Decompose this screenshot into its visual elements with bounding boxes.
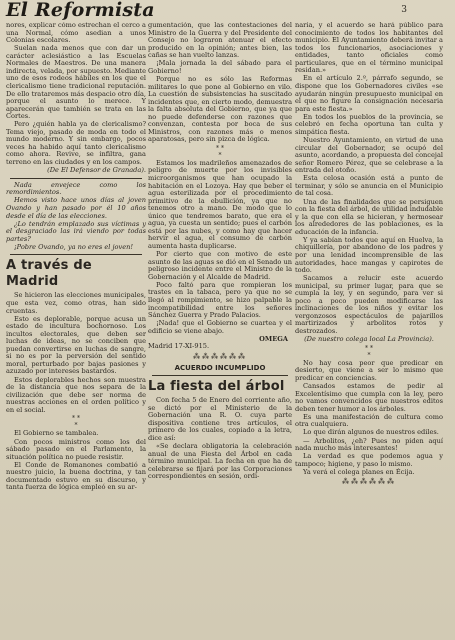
masthead: El Reformista [6,0,155,21]
paragraph: ¡Nada! que el Gobierno se cuartea y el edificio se viene abajo. [148,319,292,335]
paragraph: El Gobierno se tambalea. [14,429,99,438]
paragraph: Porque no es sólo las Reformas militares lo que pone al Gobierno en vilo. La cuestión de subsistencias ha suscitado incidentes que, en cierto modo, demuestra la falta absoluta del Gobierno, que ya que no puede defenderse con razones que convenzan, contesta por boca de sus Ministros, con razones más o menos aparatosas, pero sin pizca de lógica. [148,75,292,144]
paragraph: Una de las finalidades que se persiguen con la fiesta del árbol, de utilidad indudable y la que con ella se hicieran, y hermosear los alrededores de las poblaciones, es la educación de la infancia. [295,197,443,236]
paragraph: Con pocos ministros como los del sábado pasado en el Parlamento, la situación política no puede resistir. [6,437,146,461]
paragraph: Lo que dirán algunos de nuestros ediles. [303,428,439,437]
signature: OMEGA [259,334,288,343]
headline: A través de Madrid [6,258,92,290]
paragraph: — Arbolitos, ¿eh? Pues no piden aquí nada mucho más interesantes! [295,436,443,453]
source-credit: (De nuestro colega local La Provincia). [304,335,434,344]
paragraph: nores, explicar cómo estrechan el cerco a una Normal, cómo asedian a unos Colonias escolares. [6,22,146,45]
paragraph: Poco faltó para que rompieran los trastes en la tabaca, pero ya que no se llegó al rompimiento, se hizo palpable la incompatibilidad entre los señores Sánchez Guerra y Prado Palacios. [148,280,292,320]
paragraph: La verdad es que podemos agua y tampoco; higiene, y paso lo mismo. [295,452,443,468]
paragraph: Suelan nada menos que con dar un carácter aclesiástico a las Escuelas Normales de Maestros. De una manera indirecta, velada, por supuesto. Mediante uno de esos rodeos hábiles en los que el clericalismo tiene tradicional reputación. De ello trataremos más despacio otro día, porque el asunto lo merece. Y aparecerán que también se trata en las Cortes. [6,44,146,121]
paragraph: gumentación, que las contestaciones del Ministro de la Guerra y del Presidente del Consejo no lograron atenuar el efecto producido en la opinión; antes bien, las cañas se han vuelto lanzas. [148,22,292,60]
paragraph: Y ya sabían todos que aquí en Huelva, la chiquillería, por abandono de los padres y por una lenidad incomprensible de las autoridades, hace mangas y capirotes de todo. [295,235,443,275]
headline: La fiesta del árbol [148,379,285,395]
paragraph: Estos deplorables hechos son muestra de la distancia que nos separa de la civilización que debe ser norma de nuestras acciones en el orden político y en el social. [6,375,146,414]
page-number: 3 [401,5,407,15]
separator-stars: * * * [72,415,80,430]
paragraph: ¿Lo tendrán emplazado sus víctimas y el desgraciado las irá viendo por todas partes? [6,219,146,243]
separator-stars: * * * [216,144,224,159]
source-credit: (De El Defensor de Granada). [47,166,146,175]
paragraph: «Se declara obligatoria la celebración anual de una Fiesta del Árbol en cada término municipal. La fecha en que ha de celebrarse se fijará por las Corporaciones correspondientes en sesión, ordi- [148,441,292,481]
paragraph: Nada envejece como los remordimientos. [6,180,146,197]
paragraph: En todos los pueblos de la provincia, se celebró en fecha oportuna tan culta y simpática fiesta. [295,112,443,136]
paragraph: ¡Pobre Ovando, ya no eres el joven! [14,242,133,251]
paragraph: Cansados estamos de pedir al Excelentísimo que cumpla con la ley, pero no vamos convencidos que nuestros editos deben tener humor a los árboles. [295,381,443,413]
paragraph: Estamos los madrileños amenazados de peligro de muerte por los invisibles microorganismos que han ocupado la habitación en el Lozoya. Hay que beber el agua esterilizada por el procedimiento primitivo de la ebullición, ya que no tenemos otro a mano. De modo que lo único que tendremos barato, que era el agua, ya cuesta un sentido; pues el carbón está por las nubes, y como hay que hacer hervir el agua, el consumo de carbón aumenta hasta duplicarse. [148,158,292,250]
paragraph: Esta celosa ocasión está a punto de terminar, y sólo se anuncia en el Municipio de tal cosa. [295,174,443,198]
separator-stars: * * * [365,344,373,359]
paragraph: naria, y el acuerdo se hará público para conocimiento de todos los habitantes del municipio. El Ayuntamiento deberá invitar a todos los funcionarios, asociaciones y entidades, tanto oficiales como particulares, que en el término municipal residan.» [295,22,443,75]
paragraph: Hemos visto hace unos días al joven Ovando y han pasado por él 10 años desde el día de las elecciones. [6,196,146,220]
paragraph: Nuestro Ayuntamiento, en virtud de una circular del Gobernador, se ocupó del asunto, acordando, a propuesta del concejal señor Romero Pérez, que se celebrase a la entrada del otoño. [295,135,443,175]
dateline: Madrid 17-XI-915. [148,342,210,351]
ornament-divider: ⁂⁂⁂⁂⁂⁂ [193,352,247,361]
divider [152,375,288,376]
paragraph: Con fecha 5 de Enero del corriente año, se dictó por el Ministerio de la Gobernación una R. O. cuya parte dispositiva contiene tres artículos, el primero de los cuales, copiado a la letra, dice así: [148,396,292,442]
paragraph: Se hicieron las elecciones municipales, que esta vez, como otras, han sido cruentas. [6,291,146,315]
divider [10,178,142,179]
paragraph: No hay cosa peor que predicar en desierto, que viene a ser lo mismo que predicar en conciencias. [295,358,443,382]
column-2 [148,22,292,636]
paragraph: Esto es deplorable, porque acusa un estado de incultura bochornoso. Los incultos electorales, que deben ser luchas de ideas, no se conciben que puedan convertirse en luchas de sangre, si no es por la perversión del sentido moral, perturbado por bajas pasiones y azuzado por intereses bastardos. [6,314,146,376]
subheadline: ACUERDO INCUMPLIDO [174,363,266,372]
paragraph: Por cierto que con motivo de este asunto de las aguas se dió en el Senado un peligroso incidente entre el Ministro de la Gobernación y el Alcalde de Madrid. [148,250,292,281]
column-1 [6,22,146,636]
paragraph: El Conde de Romanones combatió a nuestro juicio, la buena doctrina, y tan documentado estuvo en su discurso, y tanta fuerza de lógica empleó en su ar- [6,460,146,492]
paragraph: Es una manifestación de cultura como otra cualquiera. [295,412,443,429]
divider [10,254,142,255]
paragraph: Ya verá el colega planes en Écija. [303,467,415,476]
paragraph: ¡Mala jornada la del sábado para el Gobierno! [148,59,292,75]
paragraph: Sacamos a relucir este acuerdo municipal, su primer lugar, para que se cumpla la ley, y en segundo, para ver si poco a poco pueden modificarse las inclinaciones de los niños y evitar los vergonzosos espectáculos de pajarillos martirizados y arbolitos rotos y destrozados. [295,274,443,336]
column-3 [295,22,443,636]
paragraph: En el artículo 2.º, párrafo segundo, se dispone que los Gobernadores civiles «se ayudarán ningún presupuesto municipal en el que no figure la consignación necesaria para este fiesta.» [295,74,443,113]
paragraph: Pero ¿quién habla ya de clericalismo? Tema viejo, pasado de moda en todo el mundo moderno. Y sin embargo, pocos veces ha habido aquí tanto clericalismo como ahora. Revive, se infiltra, gana terreno en las ciudades y en los campos. [6,120,146,167]
ornament-divider: ⁂⁂⁂⁂⁂⁂ [342,478,396,487]
